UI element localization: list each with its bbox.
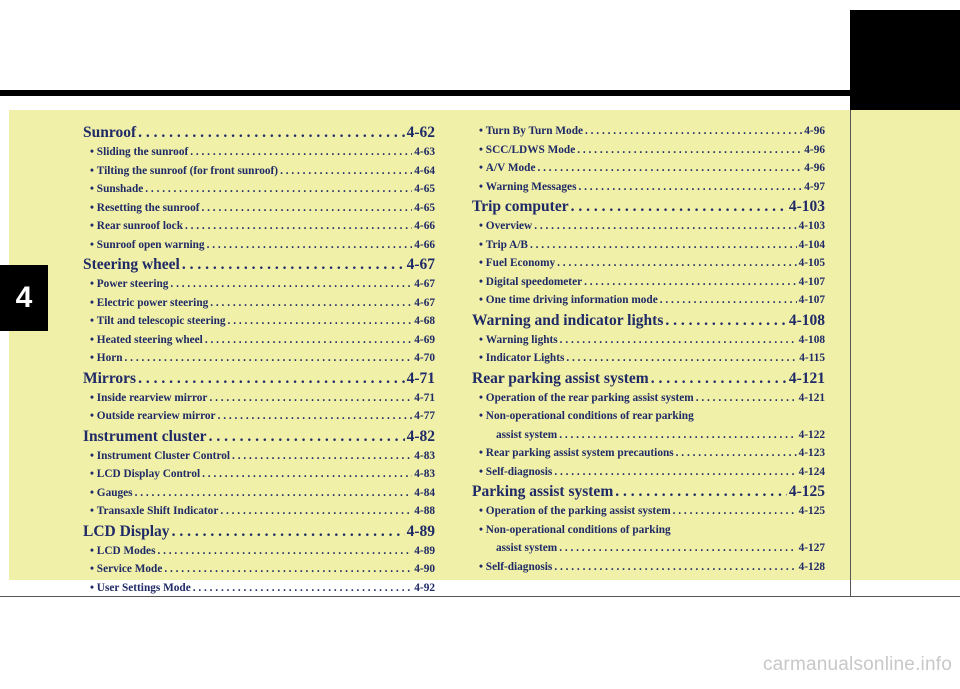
leader-dots bbox=[530, 236, 797, 255]
toc-entry-label: • Rear sunroof lock bbox=[90, 217, 183, 236]
toc-entry[interactable] bbox=[83, 447, 435, 466]
toc-entry-page: 4-88 bbox=[414, 505, 435, 517]
toc-entry[interactable] bbox=[472, 521, 825, 540]
toc-left-column bbox=[83, 122, 435, 597]
leader-dots bbox=[665, 310, 786, 331]
toc-entry-label: • LCD Display Control bbox=[90, 465, 200, 484]
toc-entry[interactable] bbox=[83, 143, 435, 162]
toc-heading-label: Parking assist system bbox=[472, 483, 614, 500]
toc-entry[interactable] bbox=[472, 463, 825, 482]
toc-entry-continuation-label: assist system bbox=[496, 428, 558, 441]
toc-entry[interactable] bbox=[472, 254, 825, 273]
leader-dots bbox=[584, 273, 797, 292]
toc-section bbox=[83, 122, 435, 254]
toc-entry-label: • Outside rearview mirror bbox=[90, 407, 216, 426]
toc-entry[interactable] bbox=[472, 159, 825, 178]
leader-dots bbox=[585, 122, 802, 141]
toc-entry-label: • Turn By Turn Mode bbox=[479, 122, 583, 141]
toc-heading-page: 4-103 bbox=[788, 198, 825, 215]
toc-entry-label: • Tilt and telescopic steering bbox=[90, 312, 226, 331]
leader-dots bbox=[534, 217, 796, 236]
toc-entry-page: 4-125 bbox=[798, 505, 825, 517]
toc-entry-label: • One time driving information mode bbox=[479, 291, 658, 310]
toc-heading-label: Trip computer bbox=[472, 198, 569, 215]
toc-entry-label: • Power steering bbox=[90, 275, 168, 294]
toc-entry-label: • Gauges bbox=[90, 484, 133, 503]
toc-heading[interactable] bbox=[472, 196, 825, 217]
toc-entry-label: • Rear parking assist system precautions bbox=[479, 444, 674, 463]
leader-dots bbox=[205, 331, 412, 350]
toc-entry-label: • Overview bbox=[479, 217, 532, 236]
toc-entry[interactable] bbox=[472, 236, 825, 255]
leader-dots bbox=[185, 217, 412, 236]
toc-heading-page: 4-82 bbox=[406, 427, 435, 445]
leader-dots bbox=[138, 368, 405, 389]
top-rule bbox=[0, 90, 960, 96]
leader-dots bbox=[651, 368, 787, 389]
leader-dots bbox=[164, 560, 412, 579]
toc-entry[interactable] bbox=[472, 141, 825, 160]
toc-entry-page: 4-70 bbox=[414, 352, 435, 364]
toc-entry-label: • Self-diagnosis bbox=[479, 463, 552, 482]
toc-entry-label: • Heated steering wheel bbox=[90, 331, 203, 350]
toc-entry-page: 4-65 bbox=[414, 201, 435, 214]
leader-dots bbox=[210, 294, 412, 313]
toc-entry-page: 4-69 bbox=[414, 333, 435, 346]
toc-entry-page: 4-92 bbox=[414, 581, 435, 594]
toc-entry[interactable] bbox=[83, 484, 435, 503]
toc-entry-page: 4-64 bbox=[414, 164, 435, 177]
toc-entry-label: • Resetting the sunroof bbox=[90, 199, 200, 218]
toc-entry-page: 4-67 bbox=[414, 296, 435, 309]
toc-heading[interactable] bbox=[472, 481, 825, 502]
toc-heading-label: Rear parking assist system bbox=[472, 369, 649, 387]
toc-entry-page: 4-97 bbox=[804, 180, 825, 193]
leader-dots bbox=[660, 291, 797, 310]
leader-dots bbox=[673, 502, 797, 521]
toc-entry-label: • Warning Messages bbox=[479, 178, 576, 197]
toc-entry[interactable] bbox=[83, 465, 435, 484]
toc-entry-label: • Operation of the rear parking assist system bbox=[479, 389, 694, 408]
toc-entry[interactable] bbox=[472, 444, 825, 463]
leader-dots bbox=[557, 254, 797, 273]
toc-section bbox=[83, 254, 435, 368]
toc-entry[interactable] bbox=[472, 558, 825, 577]
toc-entry-page: 4-107 bbox=[798, 275, 825, 288]
toc-section bbox=[83, 521, 435, 598]
leader-dots bbox=[190, 143, 412, 162]
panel-divider bbox=[850, 110, 851, 597]
toc-entry-label: • Service Mode bbox=[90, 560, 162, 579]
toc-entry-label: • Transaxle Shift Indicator bbox=[90, 502, 218, 521]
leader-dots bbox=[559, 426, 796, 445]
toc-entry-page: 4-63 bbox=[414, 146, 435, 158]
toc-entry[interactable] bbox=[83, 275, 435, 294]
toc-entry[interactable] bbox=[83, 389, 435, 408]
toc-section bbox=[472, 481, 825, 576]
toc-entry-label: • Sunroof open warning bbox=[90, 236, 205, 255]
toc-section bbox=[472, 196, 825, 310]
toc-entry-page: 4-65 bbox=[414, 183, 435, 195]
toc-heading-label: Instrument cluster bbox=[83, 427, 207, 445]
toc-entry-page: 4-121 bbox=[798, 391, 825, 404]
toc-entry[interactable] bbox=[83, 560, 435, 579]
toc-entry[interactable] bbox=[83, 407, 435, 426]
toc-entry[interactable] bbox=[472, 331, 825, 350]
toc-entry-label: • Operation of the parking assist system bbox=[479, 502, 671, 521]
toc-section bbox=[83, 368, 435, 426]
leader-dots bbox=[209, 389, 412, 408]
toc-entry-label: • Horn bbox=[90, 349, 123, 368]
leader-dots bbox=[537, 159, 802, 178]
toc-heading[interactable] bbox=[83, 254, 435, 275]
toc-heading-label: LCD Display bbox=[83, 522, 170, 540]
toc-entry-page: 4-103 bbox=[798, 220, 825, 232]
leader-dots bbox=[232, 447, 412, 466]
toc-entry-label: • Sunshade bbox=[90, 180, 143, 199]
toc-entry-page: 4-96 bbox=[804, 162, 825, 174]
toc-entry[interactable] bbox=[83, 349, 435, 368]
toc-section bbox=[472, 310, 825, 368]
toc-entry-page: 4-68 bbox=[414, 315, 435, 327]
toc-entry-page: 4-90 bbox=[414, 563, 435, 575]
toc-section bbox=[472, 368, 825, 482]
toc-entry-label: • Inside rearview mirror bbox=[90, 389, 207, 408]
toc-entry-page: 4-67 bbox=[414, 278, 435, 290]
toc-right-column bbox=[472, 122, 825, 576]
toc-entry-page: 4-66 bbox=[414, 238, 435, 251]
toc-heading-label: Sunroof bbox=[83, 124, 137, 141]
toc-entry-label: • Electric power steering bbox=[90, 294, 208, 313]
toc-heading[interactable] bbox=[472, 310, 825, 331]
toc-entry-label: • LCD Modes bbox=[90, 542, 155, 561]
toc-entry[interactable] bbox=[472, 291, 825, 310]
leader-dots bbox=[172, 521, 405, 542]
toc-entry[interactable] bbox=[83, 502, 435, 521]
toc-heading[interactable] bbox=[83, 122, 435, 143]
toc-entry[interactable] bbox=[472, 217, 825, 236]
toc-entry-page: 4-104 bbox=[798, 238, 825, 251]
toc-entry[interactable] bbox=[472, 178, 825, 197]
toc-entry-label: • Tilting the sunroof (for front sunroof) bbox=[90, 162, 278, 181]
toc-entry-page: 4-96 bbox=[804, 143, 825, 156]
toc-entry[interactable] bbox=[472, 502, 825, 521]
toc-entry[interactable] bbox=[83, 542, 435, 561]
toc-entry[interactable] bbox=[472, 389, 825, 408]
toc-entry-page: 4-105 bbox=[798, 257, 825, 269]
leader-dots bbox=[218, 407, 413, 426]
toc-entry-page: 4-66 bbox=[414, 220, 435, 232]
toc-entry-page: 4-115 bbox=[799, 352, 825, 364]
toc-entry-label: • Instrument Cluster Control bbox=[90, 447, 230, 466]
toc-heading[interactable] bbox=[83, 426, 435, 447]
leader-dots bbox=[615, 481, 787, 502]
toc-entry-label: • Trip A/B bbox=[479, 236, 528, 255]
leader-dots bbox=[571, 196, 787, 217]
toc-entry-page: 4-124 bbox=[798, 465, 825, 478]
toc-entry-page: 4-84 bbox=[414, 486, 435, 499]
toc-entry[interactable] bbox=[83, 331, 435, 350]
toc-heading[interactable] bbox=[83, 368, 435, 389]
toc-entry-label: • Indicator Lights bbox=[479, 349, 564, 368]
toc-entry-page: 4-107 bbox=[798, 294, 825, 306]
toc-entry-continuation[interactable] bbox=[472, 426, 825, 445]
toc-entry-continuation-page: 4-127 bbox=[798, 542, 825, 554]
toc-entry-label: • User Settings Mode bbox=[90, 579, 191, 598]
toc-heading-page: 4-67 bbox=[406, 256, 435, 273]
toc-entry-page: 4-108 bbox=[798, 333, 825, 346]
toc-entry-continuation-page: 4-122 bbox=[798, 428, 825, 441]
toc-heading[interactable] bbox=[83, 521, 435, 542]
toc-entry[interactable] bbox=[472, 122, 825, 141]
toc-section bbox=[83, 426, 435, 521]
toc-entry[interactable] bbox=[83, 199, 435, 218]
toc-entry[interactable] bbox=[83, 217, 435, 236]
leader-dots bbox=[145, 180, 412, 199]
toc-entry[interactable] bbox=[83, 579, 435, 598]
leader-dots bbox=[566, 349, 797, 368]
toc-entry-page: 4-83 bbox=[414, 468, 435, 480]
toc-entry-page: 4-123 bbox=[798, 447, 825, 459]
toc-heading[interactable] bbox=[472, 368, 825, 389]
leader-dots bbox=[207, 236, 413, 255]
leader-dots bbox=[202, 199, 413, 218]
toc-section bbox=[472, 122, 825, 196]
toc-entry-page: 4-96 bbox=[804, 125, 825, 137]
leader-dots bbox=[578, 178, 802, 197]
toc-entry-label: • A/V Mode bbox=[479, 159, 535, 178]
leader-dots bbox=[157, 542, 412, 561]
toc-heading-page: 4-121 bbox=[788, 369, 825, 387]
chapter-tab: 4 bbox=[0, 265, 48, 331]
toc-entry[interactable] bbox=[472, 273, 825, 292]
leader-dots bbox=[209, 426, 405, 447]
toc-heading-page: 4-125 bbox=[788, 483, 825, 500]
toc-entry-label: • SCC/LDWS Mode bbox=[479, 141, 575, 160]
leader-dots bbox=[676, 444, 797, 463]
toc-entry-page: 4-77 bbox=[414, 410, 435, 422]
toc-entry-page: 4-89 bbox=[414, 544, 435, 557]
toc-entry[interactable] bbox=[83, 236, 435, 255]
toc-heading-page: 4-89 bbox=[406, 522, 435, 540]
toc-entry-page: 4-128 bbox=[798, 560, 825, 573]
leader-dots bbox=[228, 312, 413, 331]
toc-heading-label: Steering wheel bbox=[83, 256, 180, 273]
toc-heading-label: Warning and indicator lights bbox=[472, 311, 664, 329]
leader-dots bbox=[170, 275, 412, 294]
leader-dots bbox=[220, 502, 412, 521]
leader-dots bbox=[125, 349, 413, 368]
toc-entry[interactable] bbox=[472, 349, 825, 368]
toc-entry-page: 4-71 bbox=[414, 391, 435, 404]
toc-entry-label: • Fuel Economy bbox=[479, 254, 555, 273]
leader-dots bbox=[554, 463, 796, 482]
toc-entry-label: • Self-diagnosis bbox=[479, 558, 552, 577]
toc-heading-page: 4-71 bbox=[406, 369, 435, 387]
toc-entry[interactable] bbox=[83, 294, 435, 313]
leader-dots bbox=[182, 254, 405, 275]
leader-dots bbox=[193, 579, 413, 598]
leader-dots bbox=[280, 162, 412, 181]
toc-entry-continuation[interactable] bbox=[472, 539, 825, 558]
toc-entry-label: • Non-operational conditions of parking bbox=[479, 521, 671, 540]
toc-entry-label: • Sliding the sunroof bbox=[90, 143, 188, 162]
toc-entry[interactable] bbox=[83, 312, 435, 331]
leader-dots bbox=[559, 539, 796, 558]
leader-dots bbox=[696, 389, 797, 408]
toc-entry-page: 4-83 bbox=[414, 449, 435, 462]
toc-entry-continuation-label: assist system bbox=[496, 542, 558, 554]
watermark: carmanualsonline.info bbox=[762, 654, 952, 675]
toc-entry[interactable] bbox=[83, 162, 435, 181]
leader-dots bbox=[577, 141, 802, 160]
leader-dots bbox=[554, 558, 796, 577]
toc-entry-label: • Warning lights bbox=[479, 331, 558, 350]
toc-entry[interactable] bbox=[83, 180, 435, 199]
leader-dots bbox=[202, 465, 412, 484]
toc-entry-label: • Digital speedometer bbox=[479, 273, 582, 292]
toc-entry-label: • Non-operational conditions of rear parking bbox=[479, 407, 694, 426]
leader-dots bbox=[138, 122, 404, 143]
toc-heading-label: Mirrors bbox=[83, 369, 137, 387]
toc-heading-page: 4-108 bbox=[788, 311, 825, 329]
toc-heading-page: 4-62 bbox=[406, 124, 435, 141]
leader-dots bbox=[560, 331, 797, 350]
leader-dots bbox=[135, 484, 413, 503]
toc-entry[interactable] bbox=[472, 407, 825, 426]
